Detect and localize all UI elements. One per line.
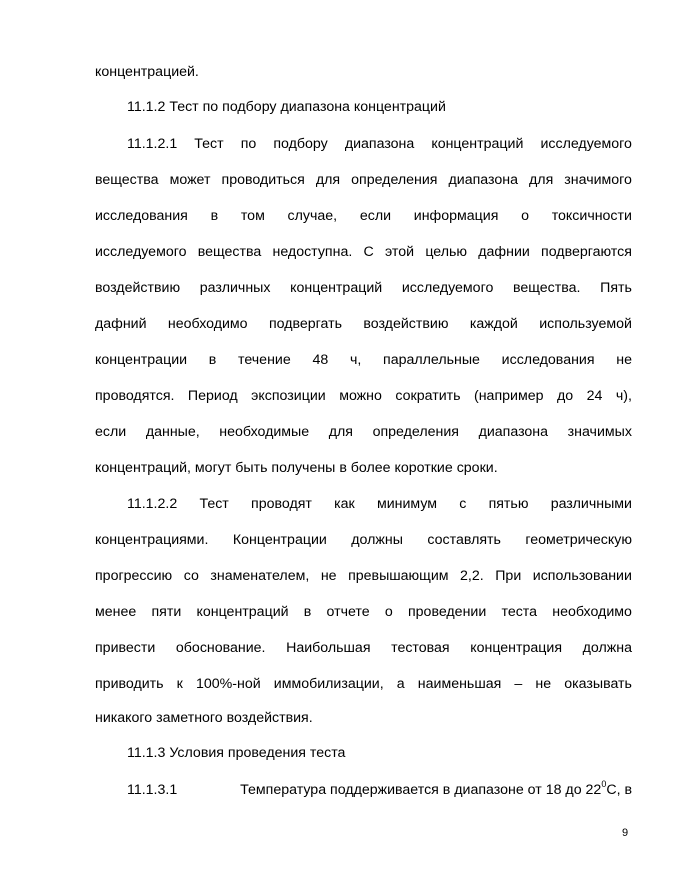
word: отчете <box>326 604 370 620</box>
word: концентраций <box>431 136 524 152</box>
clause-text-before: Температура поддерживается в диапазоне от 18 до 22 <box>240 782 602 798</box>
word: не <box>616 352 632 368</box>
word: тестовая <box>391 640 450 656</box>
word: 100%-ной <box>196 676 261 692</box>
word: диапазона <box>478 424 549 440</box>
degree-superscript: 0 <box>601 779 607 790</box>
word: минимум <box>376 496 438 512</box>
word: в <box>208 352 217 368</box>
word: использовании <box>532 568 632 584</box>
word: недоступна. <box>272 244 353 260</box>
word: иммобилизации, <box>273 676 384 692</box>
word: случае, <box>287 208 338 224</box>
word: как <box>334 496 355 512</box>
word: исследования <box>501 352 595 368</box>
text-line <box>95 386 632 406</box>
clause-text <box>240 780 632 800</box>
text-line <box>95 530 632 550</box>
word: При <box>495 568 522 584</box>
word: по <box>240 136 257 152</box>
text-line <box>127 494 632 514</box>
word: дафнии <box>478 244 530 260</box>
word: дафний <box>95 316 147 332</box>
text-line <box>95 566 632 586</box>
word: том <box>240 208 265 224</box>
word: о <box>384 604 393 620</box>
word: оказывать <box>564 676 632 692</box>
word: не <box>320 568 337 584</box>
word: привести <box>95 640 156 656</box>
word: данные, <box>145 424 200 440</box>
word: должны <box>351 532 403 548</box>
word: Концентрации <box>232 532 327 548</box>
word: Тест <box>199 496 229 512</box>
word: диапазона <box>448 172 518 188</box>
word: 11.1.2.2 <box>127 496 178 512</box>
word: определения <box>351 172 438 188</box>
word: проводятся. <box>95 388 175 404</box>
text-line <box>95 314 632 334</box>
word: проведении <box>407 604 487 620</box>
word: Пять <box>600 280 632 296</box>
section-heading-11-1-2: 11.1.2 Тест по подбору диапазона концентраций <box>127 99 446 115</box>
word: концентрация <box>470 640 563 656</box>
word: со <box>183 568 199 584</box>
word: определения <box>372 424 459 440</box>
clause-text-after: С, в <box>606 782 632 798</box>
word: пятью <box>488 496 529 512</box>
word: приводить <box>95 676 164 692</box>
word: сократить <box>395 388 461 404</box>
word: наименьшая <box>417 676 502 692</box>
word: целью <box>425 244 468 260</box>
word: этой <box>385 244 415 260</box>
word: исследуемого <box>95 244 187 260</box>
word: подбору <box>273 136 328 152</box>
word: геометрическую <box>525 532 632 548</box>
text-line <box>95 674 632 694</box>
word: исследуемого <box>401 280 494 296</box>
text-line <box>95 422 632 442</box>
text-line: никакого заметного воздействия. <box>95 710 313 726</box>
word: ч, <box>349 352 362 368</box>
word: до <box>556 388 574 404</box>
word: о <box>521 208 529 224</box>
word: теста <box>501 604 538 620</box>
word: диапазона <box>344 136 415 152</box>
text-line <box>95 350 632 370</box>
word: должна <box>582 640 632 656</box>
word: знаменателем, <box>210 568 310 584</box>
word: подвергаются <box>541 244 632 260</box>
text-line <box>95 170 632 190</box>
word: Период <box>187 388 238 404</box>
word: информация <box>413 208 499 224</box>
word: ч), <box>615 388 632 404</box>
word: в <box>303 604 312 620</box>
text-line <box>95 278 632 298</box>
word: вещества <box>95 172 159 188</box>
word: если <box>95 424 127 440</box>
word: подвергать <box>268 316 342 332</box>
word: необходимо <box>552 604 632 620</box>
word: исследуемого <box>540 136 632 152</box>
word: для <box>328 424 353 440</box>
word: 24 <box>586 388 603 404</box>
word: Тест <box>194 136 224 152</box>
word: в <box>210 208 219 224</box>
word: можно <box>339 388 382 404</box>
text-line: концентраций, могут быть получены в более короткие сроки. <box>95 460 498 476</box>
word: воздействию <box>95 280 181 296</box>
word: – <box>514 676 523 692</box>
word: необходимо <box>167 316 248 332</box>
word: вещества <box>197 244 262 260</box>
text-line <box>127 134 632 154</box>
text-line: концентрацией. <box>95 64 199 80</box>
page-number: 9 <box>622 827 629 839</box>
word: токсичности <box>551 208 632 224</box>
word: различных <box>199 280 271 296</box>
word: исследования <box>95 208 188 224</box>
text-line <box>95 602 632 622</box>
word: не <box>535 676 552 692</box>
word: превышающим <box>348 568 449 584</box>
word: обоснование. <box>175 640 266 656</box>
word: к <box>176 676 183 692</box>
word: концентрациями. <box>95 532 209 548</box>
clause-number: 11.1.3.1 <box>127 782 178 798</box>
text-line <box>95 638 632 658</box>
word: менее <box>95 604 137 620</box>
word: необходимые <box>219 424 310 440</box>
word: с <box>459 496 467 512</box>
word: течение <box>238 352 291 368</box>
word: проводят <box>251 496 312 512</box>
word: концентрации <box>95 352 188 368</box>
word: 48 <box>312 352 329 368</box>
section-heading-11-1-3: 11.1.3 Условия проведения теста <box>127 745 346 761</box>
word: 2,2. <box>460 568 484 584</box>
word: если <box>359 208 392 224</box>
word: параллельные <box>383 352 480 368</box>
word: используемой <box>539 316 632 332</box>
text-line-11-1-3-1 <box>127 780 632 800</box>
word: С <box>363 244 374 260</box>
word: (например <box>474 388 544 404</box>
word: 11.1.2.1 <box>127 136 178 152</box>
word: для <box>315 172 341 188</box>
word: может <box>169 172 211 188</box>
word: каждой <box>469 316 518 332</box>
word: вещества. <box>513 280 581 296</box>
word: значимого <box>564 172 632 188</box>
word: составлять <box>427 532 501 548</box>
text-line <box>95 206 632 226</box>
word: концентраций <box>196 604 289 620</box>
word: значимых <box>567 424 632 440</box>
word: прогрессию <box>95 568 173 584</box>
word: пяти <box>151 604 182 620</box>
word: а <box>396 676 405 692</box>
word: проводиться <box>221 172 305 188</box>
word: экспозиции <box>251 388 326 404</box>
word: различными <box>550 496 632 512</box>
word: воздействию <box>363 316 449 332</box>
word: для <box>529 172 554 188</box>
word: Наибольшая <box>286 640 371 656</box>
word: концентраций <box>290 280 383 296</box>
text-line <box>95 242 632 262</box>
